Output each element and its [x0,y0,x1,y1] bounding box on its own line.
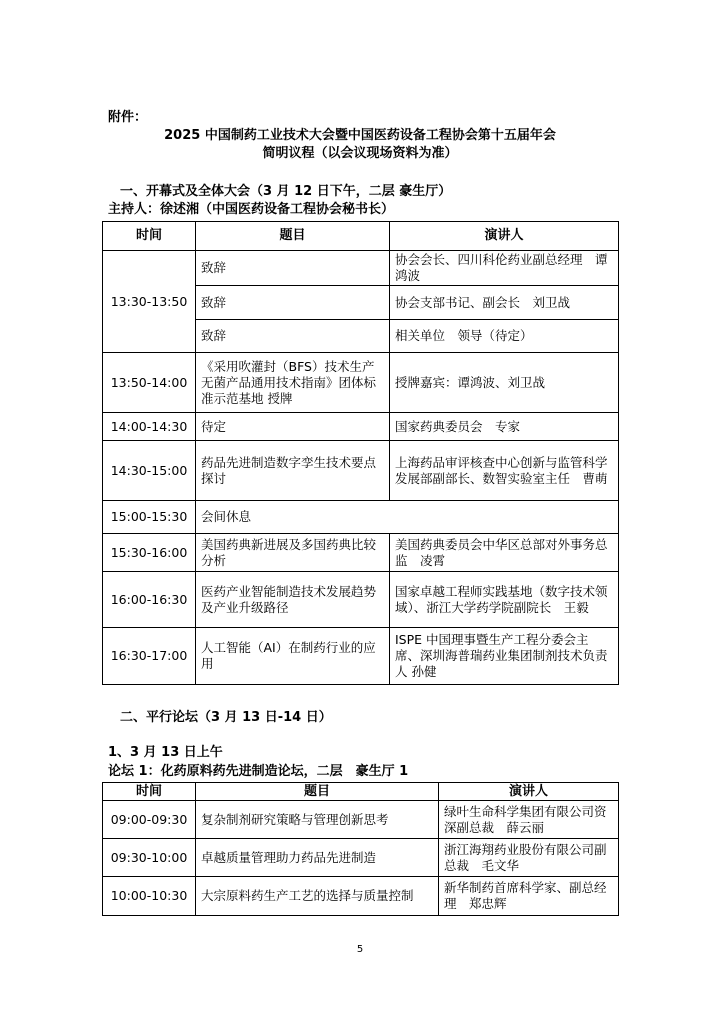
speaker-cell: 新华制药首席科学家、副总经理 郑忠辉 [439,877,619,916]
topic-cell: 致辞 [196,320,390,353]
table-row [103,534,619,572]
time-cell: 16:30-17:00 [103,628,196,685]
time-cell: 16:00-16:30 [103,572,196,628]
header-time: 时间 [103,783,196,801]
time-cell: 09:00-09:30 [103,801,196,839]
table-header-row [103,222,619,251]
topic-cell: 致辞 [196,251,390,286]
header-time: 时间 [103,222,196,251]
topic-cell: 医药产业智能制造技术发展趋势及产业升级路径 [196,572,390,628]
page-number: 5 [356,944,364,955]
topic-cell: 待定 [196,413,390,441]
time-cell: 10:00-10:30 [103,877,196,916]
time-cell: 14:00-14:30 [103,413,196,441]
topic-cell: 《采用吹灌封（BFS）技术生产无菌产品通用技术指南》团体标准示范基地 授牌 [196,353,390,413]
table-row [103,801,619,839]
speaker-cell: ISPE 中国理事暨生产工程分委会主席、深圳海普瑞药业集团制剂技术负责人 孙健 [390,628,619,685]
table-row [103,877,619,916]
section1-host: 主持人：徐述湘（中国医药设备工程协会秘书长） [108,202,395,217]
time-cell: 13:50-14:00 [103,353,196,413]
table-row [103,251,619,286]
header-speaker: 演讲人 [439,783,619,801]
speaker-cell: 浙江海翔药业股份有限公司副总裁 毛文华 [439,839,619,877]
speaker-cell: 授牌嘉宾：谭鸿波、刘卫战 [390,353,619,413]
topic-cell: 卓越质量管理助力药品先进制造 [196,839,439,877]
time-cell: 09:30-10:00 [103,839,196,877]
speaker-cell: 绿叶生命科学集团有限公司资深副总裁 薛云丽 [439,801,619,839]
time-cell: 15:30-16:00 [103,534,196,572]
section2-date: 1、3 月 13 日上午 [108,745,223,760]
topic-cell: 美国药典新进展及多国药典比较分析 [196,534,390,572]
speaker-cell: 上海药品审评核查中心创新与监管科学发展部副部长、数智实验室主任 曹萌 [390,441,619,501]
table-row [103,572,619,628]
break-cell: 会间休息 [196,501,619,534]
table-row [103,628,619,685]
section1-heading: 一、开幕式及全体大会（3 月 12 日下午，二层 豪生厅） [120,184,452,199]
opening-session-table [102,221,619,685]
speaker-cell: 相关单位 领导（待定） [390,320,619,353]
topic-cell: 大宗原料药生产工艺的选择与质量控制 [196,877,439,916]
table-header-row [103,783,619,801]
speaker-cell: 协会支部书记、副会长 刘卫战 [390,286,619,320]
time-cell: 13:30-13:50 [103,251,196,353]
time-cell: 15:00-15:30 [103,501,196,534]
time-cell: 14:30-15:00 [103,441,196,501]
topic-cell: 复杂制剂研究策略与管理创新思考 [196,801,439,839]
speaker-cell: 国家药典委员会 专家 [390,413,619,441]
topic-cell: 药品先进制造数字孪生技术要点探讨 [196,441,390,501]
header-topic: 题目 [196,222,390,251]
topic-cell: 致辞 [196,286,390,320]
header-topic: 题目 [196,783,439,801]
header-speaker: 演讲人 [390,222,619,251]
forum-title: 论坛 1：化药原料药先进制造论坛，二层 豪生厅 1 [108,764,409,779]
document-title: 2025 中国制药工业技术大会暨中国医药设备工程协会第十五届年会 [164,128,556,143]
table-row [103,353,619,413]
table-row [103,413,619,441]
speaker-cell: 国家卓越工程师实践基地（数字技术领域）、浙江大学药学院副院长 王毅 [390,572,619,628]
speaker-cell: 协会会长、四川科伦药业副总经理 谭鸿波 [390,251,619,286]
table-row [103,441,619,501]
table-row [103,839,619,877]
table-row [103,501,619,534]
attachment-label: 附件： [108,110,148,125]
document-subtitle: 简明议程（以会议现场资料为准） [262,146,458,161]
speaker-cell: 美国药典委员会中华区总部对外事务总监 凌霄 [390,534,619,572]
forum1-table [102,782,619,916]
topic-cell: 人工智能（AI）在制药行业的应用 [196,628,390,685]
section2-heading: 二、平行论坛（3 月 13 日-14 日） [120,710,332,725]
